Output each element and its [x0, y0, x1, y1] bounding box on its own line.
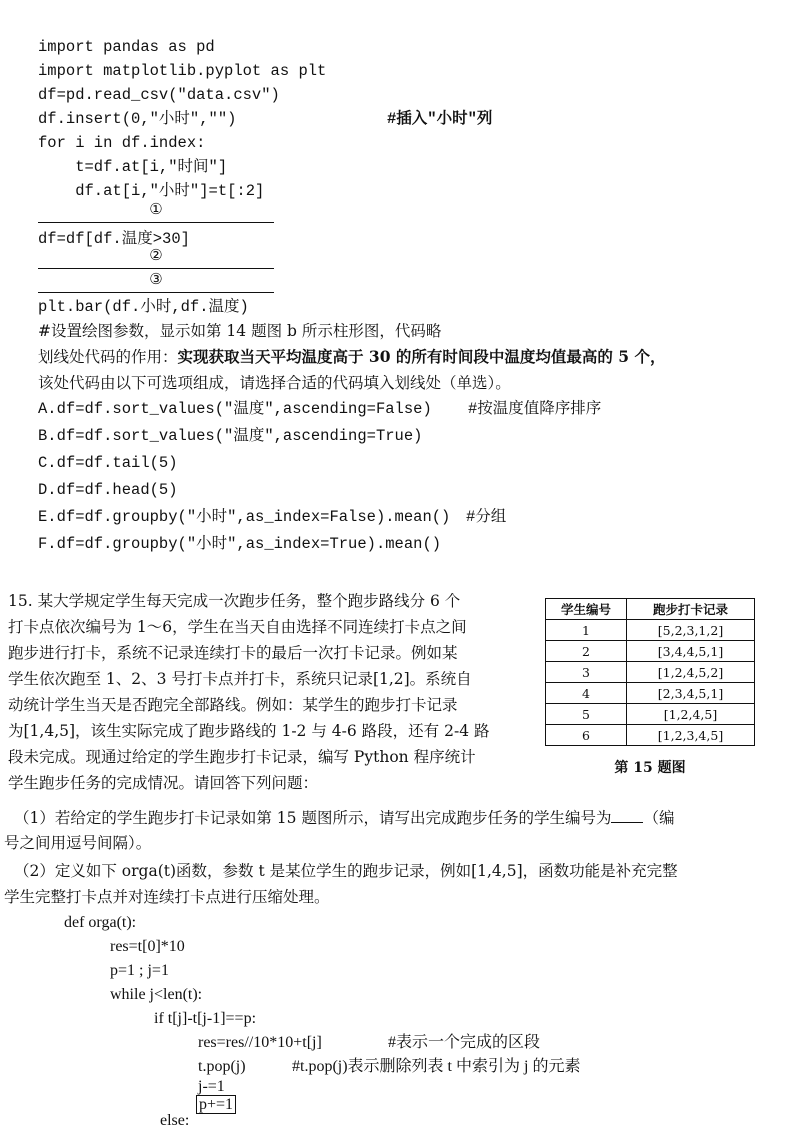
sub-question-2: （2）定义如下 orga(t)函数，参数 t 是某位学生的跑步记录，例如[1,4,5]，函数功能是补充完整	[14, 862, 678, 880]
sub-question-2-cont: 学生完整打卡点并对连续打卡点进行压缩处理。	[4, 888, 330, 906]
fill-blank-1: ①	[38, 200, 274, 223]
code-line: res=t[0]*10	[110, 938, 185, 955]
code-line: df.at[i,"小时"]=t[:2]	[38, 182, 265, 200]
code-line: def orga(t):	[64, 914, 137, 931]
table-row	[546, 725, 755, 746]
table-cell: 5	[546, 704, 627, 725]
option-a: A.df=df.sort_values("温度",ascending=False)	[38, 400, 432, 418]
code-comment: #设置绘图参数，显示如第 14 题图 b 所示柱形图，代码略	[38, 322, 442, 340]
table-cell: [5,2,3,1,2]	[627, 620, 755, 641]
table-cell: [3,4,4,5,1]	[627, 641, 755, 662]
option-d: D.df=df.head(5)	[38, 481, 178, 499]
table-cell: 2	[546, 641, 627, 662]
table-cell: [1,2,4,5]	[627, 704, 755, 725]
q15-line: 动统计学生当天是否跑完全部路线。例如：某学生的跑步打卡记录	[8, 696, 458, 714]
code-line: df=pd.read_csv("data.csv")	[38, 86, 280, 104]
run-records-table	[545, 598, 755, 746]
table-cell: [1,2,4,5,2]	[627, 662, 755, 683]
q15-line: 为[1,4,5]，该生实际完成了跑步路线的 1-2 与 4-6 路段，还有 2-4 路	[8, 722, 490, 740]
q15-line: 打卡点依次编号为 1～6，学生在当天自由选择不同连续打卡点之间	[8, 618, 467, 636]
sub-question-1	[14, 806, 674, 828]
code-line: t=df.at[i,"时间"]	[38, 158, 228, 176]
code-line: else:	[160, 1112, 190, 1129]
sub-question-1-text-end: （编	[643, 809, 675, 827]
q15-line: 段未完成。现通过给定的学生跑步打卡记录，编写 Python 程序统计	[8, 748, 476, 766]
code-line: if t[j]-t[j-1]==p:	[154, 1010, 257, 1027]
option-a-comment: #按温度值降序排序	[468, 400, 602, 418]
table-cell: 3	[546, 662, 627, 683]
option-b: B.df=df.sort_values("温度",ascending=True)	[38, 427, 423, 445]
table-cell: 4	[546, 683, 627, 704]
fill-blank-2: ②	[38, 246, 274, 269]
code-comment: #t.pop(j)表示删除列表 t 中索引为 j 的元素	[292, 1058, 581, 1075]
fill-blank-3: ③	[38, 270, 274, 293]
code-line: plt.bar(df.小时,df.温度)	[38, 298, 249, 316]
boxed-statement: p+=1	[196, 1095, 236, 1114]
table-header: 学生编号	[546, 599, 627, 620]
table-caption: 第 15 题图	[614, 760, 686, 776]
instruction-bold: 实现获取当天平均温度高于 30 的所有时间段中温度均值最高的 5 个，	[177, 347, 666, 366]
code-line: df=df[df.温度>30]	[38, 230, 190, 248]
code-line: import pandas as pd	[38, 38, 215, 56]
instruction-lead: 划线处代码的作用：	[38, 348, 178, 366]
table-row	[546, 641, 755, 662]
code-line: j-=1	[198, 1078, 225, 1095]
code-line-boxed	[196, 1094, 236, 1116]
table-header: 跑步打卡记录	[627, 599, 755, 620]
option-c: C.df=df.tail(5)	[38, 454, 178, 472]
code-line: import matplotlib.pyplot as plt	[38, 62, 327, 80]
instruction-line-2: 该处代码由以下可选项组成，请选择合适的代码填入划线处（单选）。	[38, 374, 511, 392]
q15-line: 跑步进行打卡，系统不记录连续打卡的最后一次打卡记录。例如某	[8, 644, 458, 662]
table-cell: [1,2,3,4,5]	[627, 725, 755, 746]
code-line: p=1 ; j=1	[110, 962, 169, 979]
table-header-row	[546, 599, 755, 620]
sub-question-1-text: （1）若给定的学生跑步打卡记录如第 15 题图所示，请写出完成跑步任务的学生编号为	[14, 809, 612, 827]
answer-blank[interactable]	[611, 806, 643, 823]
sub-question-1-cont: 号之间用逗号间隔）。	[4, 834, 152, 852]
table-row	[546, 662, 755, 683]
table-row	[546, 620, 755, 641]
q15-line: 学生跑步任务的完成情况。请回答下列问题：	[8, 774, 319, 792]
table-cell: 1	[546, 620, 627, 641]
table-row	[546, 704, 755, 725]
code-line: for i in df.index:	[38, 134, 206, 152]
instruction-line-1	[38, 346, 665, 368]
table-row	[546, 683, 755, 704]
q15-line: 15. 某大学规定学生每天完成一次跑步任务，整个跑步路线分 6 个	[8, 592, 461, 610]
code-line: res=res//10*10+t[j]	[198, 1034, 322, 1051]
table-cell: [2,3,4,5,1]	[627, 683, 755, 704]
option-e: E.df=df.groupby("小时",as_index=False).mean()	[38, 508, 451, 526]
code-line: df.insert(0,"小时","")	[38, 110, 237, 128]
code-line: t.pop(j)	[198, 1058, 246, 1075]
code-line: while j<len(t):	[110, 986, 203, 1003]
q15-line: 学生依次跑至 1、2、3 号打卡点并打卡，系统只记录[1,2]。系统自	[8, 670, 472, 688]
code-comment: #插入"小时"列	[387, 110, 493, 128]
code-comment: #表示一个完成的区段	[388, 1034, 541, 1051]
table-cell: 6	[546, 725, 627, 746]
option-e-comment: #分组	[466, 508, 507, 526]
option-f: F.df=df.groupby("小时",as_index=True).mean()	[38, 535, 442, 553]
